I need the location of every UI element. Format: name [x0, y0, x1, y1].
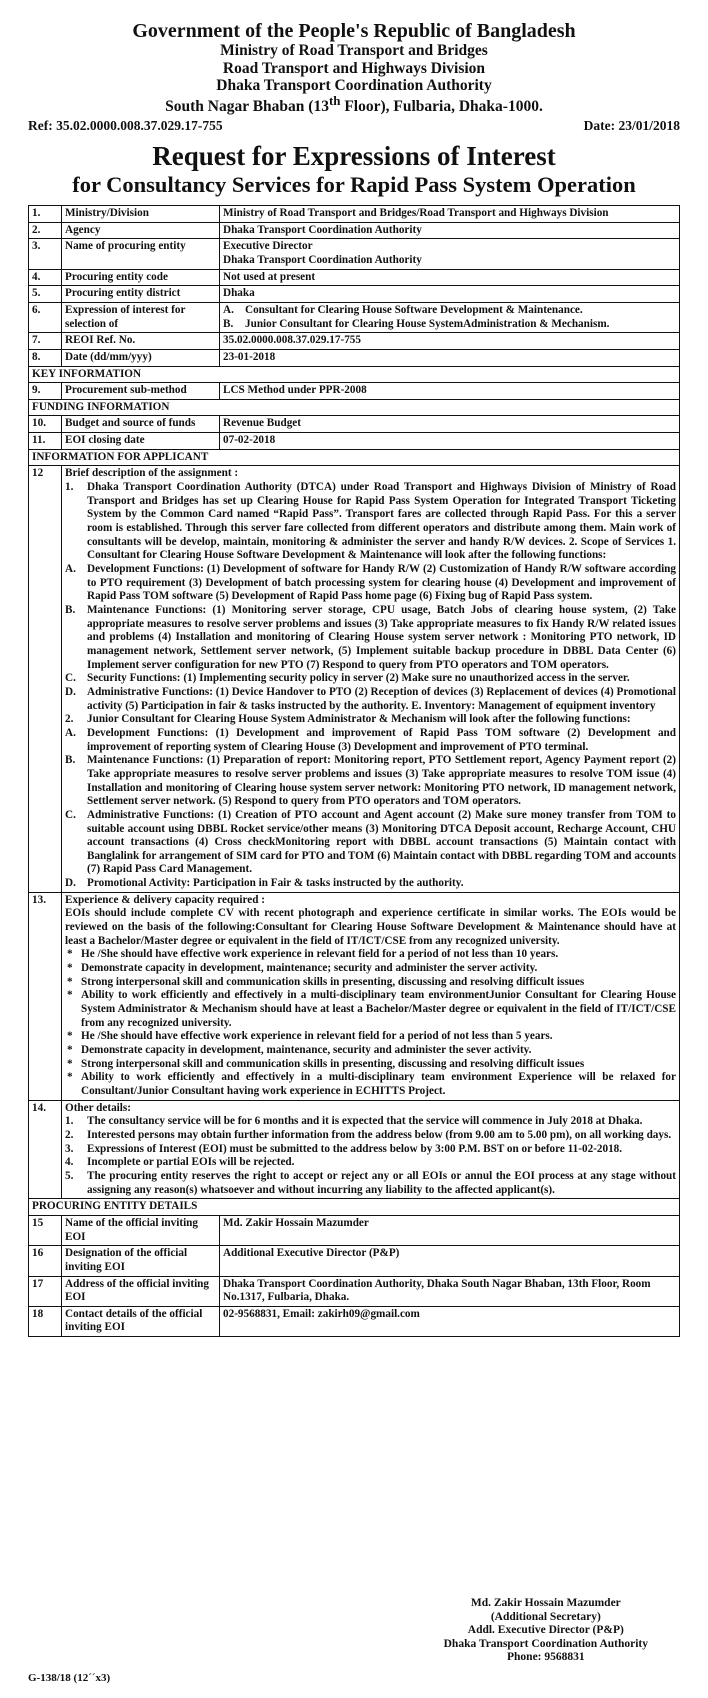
item-heading: Experience & delivery capacity required :	[65, 893, 265, 906]
list-item	[65, 1129, 676, 1143]
row-value	[220, 239, 680, 269]
table-row	[29, 1276, 680, 1306]
row-label: Procurement sub-method	[62, 383, 220, 400]
value-text: Additional Executive Director (P&P)	[223, 1247, 400, 1260]
row-number: 18	[29, 1306, 62, 1336]
table-row	[29, 1246, 680, 1276]
signatory-name: Md. Zakir Hossain Mazumder	[470, 1597, 621, 1609]
list-text: The consultancy service will be for 6 months and it is expected that the service will commence in July 2018 at Dhaka.	[87, 1115, 643, 1128]
row-number: 15	[29, 1215, 62, 1245]
signatory-rank: (Additional Secretary)	[490, 1610, 601, 1623]
row-label: Name of procuring entity	[62, 239, 220, 269]
value-text: Not used at present	[223, 270, 316, 283]
row-number: 2.	[29, 222, 62, 239]
list-marker: B.	[65, 754, 76, 767]
list-item	[65, 713, 676, 727]
table-row	[29, 205, 680, 222]
list-text: Incomplete or partial EOIs will be rejected.	[87, 1156, 295, 1169]
list-item	[65, 686, 676, 713]
value-text: Ministry of Road Transport and Bridges/Road Transport and Highways Division	[223, 206, 609, 219]
row-value	[220, 222, 680, 239]
list-text: Junior Consultant for Clearing House System Administrator & Mechanism will look after the following functions:	[87, 713, 631, 726]
section-row	[29, 366, 680, 383]
section-heading: PROCURING ENTITY DETAILS	[29, 1199, 680, 1216]
row-number: 3.	[29, 239, 62, 269]
row-value	[220, 1215, 680, 1245]
row-value	[220, 383, 680, 400]
row-number: 5.	[29, 286, 62, 303]
row-number: 11.	[29, 433, 62, 450]
row-value	[220, 349, 680, 366]
list-item	[65, 481, 676, 563]
list-text: Promotional Activity: Participation in Fair & tasks instructed by the authority.	[87, 877, 464, 890]
table-row	[29, 892, 680, 1100]
list-item	[65, 1030, 676, 1044]
value-text: 02-9568831, Email: zakirh09@gmail.com	[223, 1307, 420, 1320]
list-text: Junior Consultant for Clearing House SystemAdministration & Mechanism.	[245, 317, 610, 330]
list-item	[65, 976, 676, 990]
row-number: 12	[29, 466, 62, 892]
row-label: Address of the official inviting EOI	[62, 1276, 220, 1306]
row-value	[220, 1246, 680, 1276]
list-marker: *	[67, 1030, 73, 1043]
list-text: Maintenance Functions: (1) Preparation of report: Monitoring report, PTO Settlement report, Agency Payment report (2) Take appropriate measures to resolve server problems and issues (3) Take appropriate measures to resolve TOM issue (4) Installation and monitoring of Clearing house system server network: Monitoring PTO network, ID management network, Settlement server network. (5) Respond to query from PTO operators and TOM operators.	[87, 754, 676, 808]
list-text: Development Functions: (1) Development of software for Handy R/W (2) Customization of Handy R/W software according to PTO requirement (3) Development of batch processing system for clearing house (4) Development and improvement of Rapid Pass TOM software (5) Development of Rapid Pass home page (6) Fixing bug of Rapid Pass system.	[87, 563, 676, 603]
table-row	[29, 333, 680, 350]
row-label: Expression of interest for selection of	[62, 302, 220, 332]
list-item	[223, 304, 676, 318]
row-label: Procuring entity district	[62, 286, 220, 303]
row-number: 13.	[29, 892, 62, 1100]
list-marker: 3.	[65, 1142, 74, 1155]
signatory-phone: Phone: 9568831	[507, 1651, 585, 1664]
list-item	[65, 1044, 676, 1058]
row-label: Contact details of the official inviting EOI	[62, 1306, 220, 1336]
item-heading: Brief description of the assignment :	[65, 467, 239, 480]
row-value	[220, 302, 680, 332]
row-label: Name of the official inviting EOI	[62, 1215, 220, 1245]
list-item	[65, 727, 676, 754]
list-item	[65, 1058, 676, 1072]
row-value	[220, 286, 680, 303]
list-marker: *	[67, 989, 73, 1002]
list-marker: 1.	[65, 1115, 74, 1128]
list-marker: B.	[223, 317, 234, 330]
row-label: EOI closing date	[62, 433, 220, 450]
division-name: Road Transport and Highways Division	[222, 59, 486, 77]
row-label: Date (dd/mm/yyy)	[62, 349, 220, 366]
list-text: Interested persons may obtain further information from the address below (from 9.00 am to 5.00 pm), on all working days.	[87, 1128, 672, 1141]
section-row	[29, 449, 680, 466]
list-marker: 2.	[65, 1128, 74, 1141]
table-row	[29, 239, 680, 269]
eoi-table	[28, 205, 680, 1337]
row-label: Agency	[62, 222, 220, 239]
list-text: Security Functions: (1) Implementing security policy in server (2) Make sure no unauthorized access in the server.	[87, 672, 630, 685]
list-text: Maintenance Functions: (1) Monitoring server storage, CPU usage, Batch Jobs of clearing house system, (2) Take appropriate measures to resolve server problems and issues (3) Take appropriate measures to fix Handy R/W related issues and problems (4) Installation and monitoring of Clearing House system server network : Monitoring PTO network, ID management network, Settlement server network, (5) Implement suitable backup procedure in DBBL Data Center (6) Implement server configuration for new PTO (7) Respond to query from PTO operators and TOM operators.	[87, 604, 676, 671]
row-value	[220, 269, 680, 286]
list-text: Demonstrate capacity in development, maintenance, security and administer the sever activity.	[81, 1044, 532, 1057]
notice-subtitle: for Consultancy Services for Rapid Pass System Operation	[72, 172, 636, 198]
table-row	[29, 466, 680, 892]
ministry-name: Ministry of Road Transport and Bridges	[220, 42, 488, 60]
value-text: LCS Method under PPR-2008	[223, 384, 367, 397]
list-item	[223, 318, 676, 332]
publication-code: G-138/18 (12´´x3)	[28, 1672, 111, 1684]
value-text: Dhaka Transport Coordination Authority, Dhaka South Nagar Bhaban, 13th Floor, Room No.1317, Fulbaria, Dhaka.	[223, 1277, 651, 1304]
list-text: He /She should have effective work experience in relevant field for a period of not less than 5 years.	[81, 1030, 553, 1043]
intro-text: EOIs should include complete CV with recent photograph and experience certificate in similar works. The EOIs would be reviewed on the basis of the following:Consultant for Clearing House Software Development & Maintenance should have at least a Bachelor/Master degree or equivalent in the field of IT/ICT/CSE from any recognized university.	[65, 907, 676, 947]
list-text: Dhaka Transport Coordination Authority (DTCA) under Road Transport and Highways Division of Ministry of Road Transport and Bridges has set up Clearing House for Rapid Pass System Operation for Integrated Transport Ticketing System by the Common Card named “Rapid Pass”. Transport fares are collected through Rapid Pass. For this a server room is established. Through this server fare collected from different operators and distribute among them. Main work of consultants will be develop, maintain, monitoring & administer the server and handy R/W devices. 2. Scope of Services 1. Consultant for Clearing House Software Development & Maintenance will look after the following functions:	[87, 481, 676, 562]
table-row	[29, 1306, 680, 1336]
row-value	[220, 333, 680, 350]
row-label: Procuring entity code	[62, 269, 220, 286]
row-value	[220, 416, 680, 433]
value-text: Revenue Budget	[223, 417, 302, 430]
list-text: Strong interpersonal skill and communication skills in presenting, discussing and resolving difficult issues	[81, 975, 585, 988]
list-marker: *	[67, 948, 73, 961]
authority-address: South Nagar Bhaban (13th Floor), Fulbaria, Dhaka-1000.	[165, 93, 543, 116]
list-marker: B.	[65, 604, 76, 617]
list-marker: *	[67, 962, 73, 975]
row-number: 1.	[29, 205, 62, 222]
row-content	[62, 1100, 680, 1199]
list-marker: C.	[65, 672, 76, 685]
list-item	[65, 877, 676, 891]
list-item	[65, 809, 676, 877]
row-number: 10.	[29, 416, 62, 433]
table-row	[29, 222, 680, 239]
section-heading: KEY INFORMATION	[29, 366, 680, 383]
list-item	[65, 1115, 676, 1129]
section-heading: FUNDING INFORMATION	[29, 399, 680, 416]
list-item	[65, 948, 676, 962]
list-item	[65, 672, 676, 686]
table-row	[29, 383, 680, 400]
item-heading: Other details:	[65, 1101, 131, 1114]
list-marker: 2.	[65, 713, 74, 726]
reference-number: Ref: 35.02.0000.008.37.029.17-755	[28, 117, 223, 133]
value-text: 07-02-2018	[223, 434, 276, 447]
list-text: Demonstrate capacity in development, maintenance; security and administer the server activity.	[81, 962, 538, 975]
list-marker: *	[67, 975, 73, 988]
list-marker: *	[67, 1071, 73, 1084]
table-row	[29, 1215, 680, 1245]
notice-date: Date: 23/01/2018	[583, 117, 680, 133]
list-marker: 4.	[65, 1156, 74, 1169]
list-marker: 1.	[65, 481, 74, 494]
list-item	[65, 563, 676, 604]
list-marker: A.	[223, 303, 234, 316]
list-text: Consultant for Clearing House Software Development & Maintenance.	[245, 303, 583, 316]
notice-title: Request for Expressions of Interest	[152, 140, 556, 171]
value-text: Md. Zakir Hossain Mazumder	[223, 1216, 369, 1229]
list-marker: *	[67, 1057, 73, 1070]
list-marker: 5.	[65, 1169, 74, 1182]
value-text: Dhaka Transport Coordination Authority	[223, 223, 422, 236]
list-text: Expressions of Interest (EOI) must be submitted to the address below by 3:00 P.M. BST on or before 11-02-2018.	[87, 1142, 623, 1155]
value-text: Executive Director	[223, 240, 313, 253]
row-value	[220, 1306, 680, 1336]
list-marker: A.	[65, 563, 76, 576]
signature-block	[444, 1597, 648, 1665]
ref-date-row	[28, 118, 680, 134]
letterhead	[28, 20, 680, 116]
list-text: Ability to work efficiently and effectively in a multi-disciplinary team environment Experience will be relaxed for Consultant/Junior Consultant having work experience in ECHITTS Project.	[81, 1071, 676, 1097]
signatory-designation: Addl. Executive Director (P&P)	[467, 1624, 624, 1637]
list-text: The procuring entity reserves the right to accept or reject any or all EOIs or annul the EOI process at any stage without assigning any reason(s) whatsoever and without incurring any liability to the affected applicant(s).	[87, 1169, 676, 1196]
table-row	[29, 269, 680, 286]
row-number: 6.	[29, 302, 62, 332]
list-text: Development Functions: (1) Development and improvement of Rapid Pass TOM software (2) Development and improvement of reporting system of Clearing House (3) Development and improvement of PTO terminal.	[87, 726, 676, 753]
table-row	[29, 416, 680, 433]
list-text: Ability to work efficiently and effectively in a multi-disciplinary team environmentJunior Consultant for Clearing House System Administrator & Mechanism should have at least a Bachelor/Master degree or equivalent in the field of IT/ICT/CSE from any recognized university.	[81, 989, 676, 1029]
list-item	[65, 754, 676, 809]
row-label: Budget and source of funds	[62, 416, 220, 433]
row-number: 7.	[29, 333, 62, 350]
row-number: 8.	[29, 349, 62, 366]
government-name: Government of the People's Republic of Bangladesh	[132, 20, 576, 42]
value-text: Dhaka Transport Coordination Authority	[223, 253, 422, 266]
value-text: 23-01-2018	[223, 350, 276, 363]
authority-name: Dhaka Transport Coordination Authority	[216, 77, 492, 95]
value-text: Dhaka	[223, 287, 255, 300]
table-row	[29, 433, 680, 450]
list-marker: A.	[65, 726, 76, 739]
table-row	[29, 286, 680, 303]
row-number: 4.	[29, 269, 62, 286]
list-marker: D.	[65, 877, 76, 890]
list-text: Strong interpersonal skill and communication skills in presenting, discussing and resolving difficult issues	[81, 1057, 585, 1070]
value-text: 35.02.0000.008.37.029.17-755	[223, 334, 361, 347]
table-row	[29, 349, 680, 366]
row-label: Ministry/Division	[62, 205, 220, 222]
row-number: 14.	[29, 1100, 62, 1199]
row-content	[62, 466, 680, 892]
row-number: 9.	[29, 383, 62, 400]
section-row	[29, 399, 680, 416]
row-number: 17	[29, 1276, 62, 1306]
list-text: He /She should have effective work experience in relevant field for a period of not less than 10 years.	[81, 948, 559, 961]
list-item	[65, 1071, 676, 1098]
row-value	[220, 1276, 680, 1306]
list-item	[65, 1143, 676, 1157]
list-marker: *	[67, 1044, 73, 1057]
list-text: Administrative Functions: (1) Device Handover to PTO (2) Reception of devices (3) Replacement of devices (4) Promotional activity (5) Participation in fair & tasks instructed by the authority. E. Inventory: Management of equipment inventory	[87, 685, 676, 712]
list-item	[65, 1156, 676, 1170]
list-item	[65, 604, 676, 672]
table-row	[29, 1100, 680, 1199]
list-marker: D.	[65, 685, 76, 698]
table-row	[29, 302, 680, 332]
row-label: Designation of the official inviting EOI	[62, 1246, 220, 1276]
row-value	[220, 433, 680, 450]
row-label: REOI Ref. No.	[62, 333, 220, 350]
signatory-organization: Dhaka Transport Coordination Authority	[443, 1637, 648, 1650]
list-item	[65, 962, 676, 976]
section-row	[29, 1199, 680, 1216]
section-heading: INFORMATION FOR APPLICANT	[29, 449, 680, 466]
list-marker: C.	[65, 808, 76, 821]
row-content	[62, 892, 680, 1100]
row-number: 16	[29, 1246, 62, 1276]
list-item	[65, 1170, 676, 1197]
row-value	[220, 205, 680, 222]
list-item	[65, 989, 676, 1030]
list-text: Administrative Functions: (1) Creation of PTO account and Agent account (2) Make sure money transfer from TOM to suitable account using DBBL Rocket service/other means (3) Monitoring DTCA Deposit account, Recharge Account, CHU account transactions (4) Cross checkMonitoring report with DBBL account transactions (5) Maintain contact with Banglalink for arrangement of SIM card for PTO and TOM (6) Maintain contact with DBBL regarding TOM and accounts (7) Rapid Pass Card Management.	[87, 808, 676, 876]
